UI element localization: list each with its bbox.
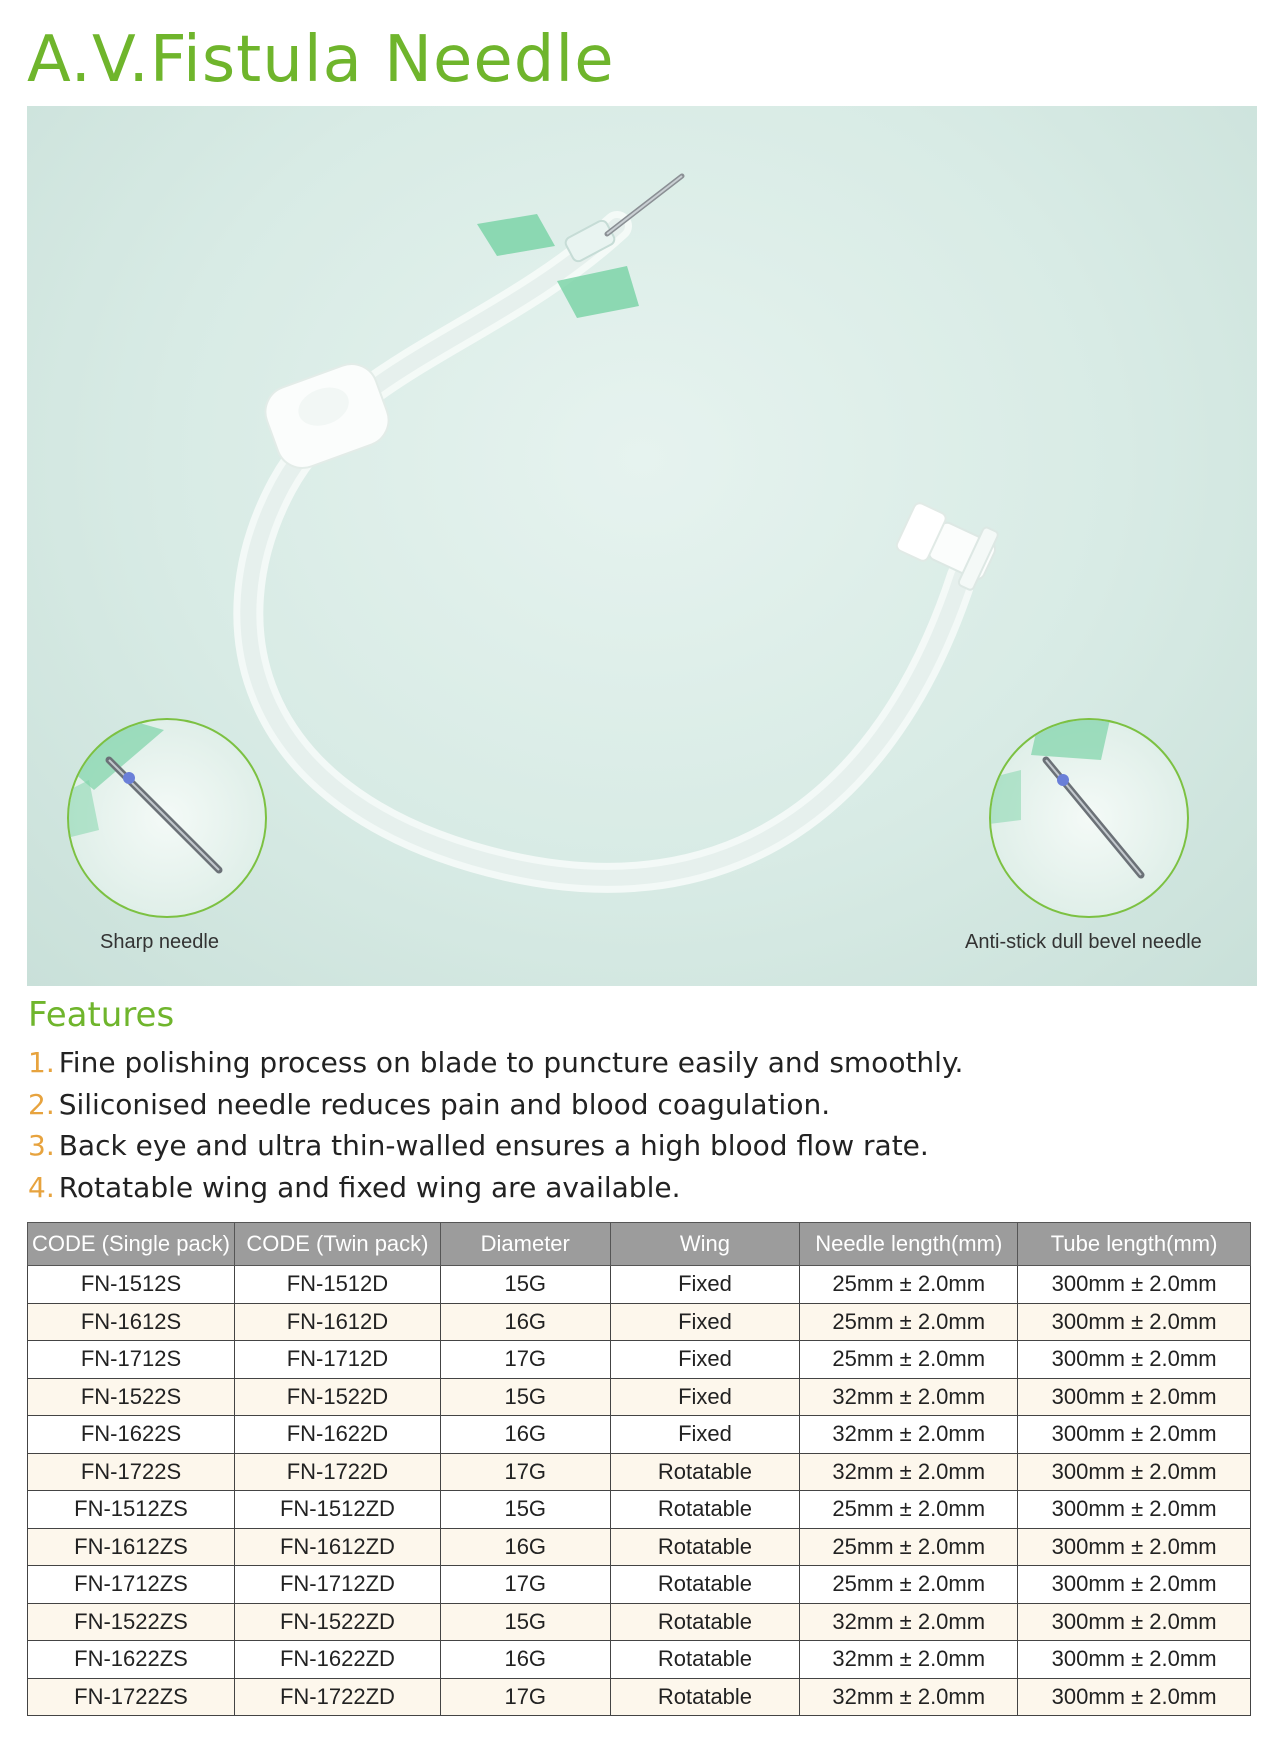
table-row — [28, 1566, 1251, 1604]
table-cell: 32mm ± 2.0mm — [800, 1416, 1018, 1454]
feature-item: 3. Back eye and ultra thin-walled ensures a high blood flow rate. — [28, 1129, 929, 1162]
caption-sharp-needle: Sharp needle — [100, 931, 219, 953]
caption-dull-bevel-needle: Anti-stick dull bevel needle — [965, 931, 1202, 953]
table-cell: FN-1512D — [234, 1266, 440, 1304]
table-row — [28, 1266, 1251, 1304]
table-row — [28, 1491, 1251, 1529]
table-cell: FN-1512S — [28, 1266, 235, 1304]
table-cell: Rotatable — [610, 1678, 800, 1716]
column-header: Tube length(mm) — [1018, 1223, 1251, 1266]
table-row — [28, 1341, 1251, 1379]
table-row — [28, 1603, 1251, 1641]
table-row — [28, 1641, 1251, 1679]
table-cell: FN-1512ZS — [28, 1491, 235, 1529]
table-cell: 25mm ± 2.0mm — [800, 1341, 1018, 1379]
table-cell: 300mm ± 2.0mm — [1018, 1453, 1251, 1491]
table-cell: Rotatable — [610, 1641, 800, 1679]
table-cell: FN-1712ZD — [234, 1566, 440, 1604]
table-cell: 15G — [440, 1491, 610, 1529]
table-cell: FN-1722S — [28, 1453, 235, 1491]
table-cell: FN-1712ZS — [28, 1566, 235, 1604]
feature-item: 1. Fine polishing process on blade to puncture easily and smoothly. — [28, 1046, 964, 1079]
table-cell: 16G — [440, 1528, 610, 1566]
table-cell: 32mm ± 2.0mm — [800, 1453, 1018, 1491]
table-cell: FN-1622S — [28, 1416, 235, 1454]
table-cell: FN-1622D — [234, 1416, 440, 1454]
table-cell: Fixed — [610, 1416, 800, 1454]
table-cell: FN-1612D — [234, 1303, 440, 1341]
table-cell: 25mm ± 2.0mm — [800, 1491, 1018, 1529]
product-photo — [27, 106, 1257, 986]
column-header: Wing — [610, 1223, 800, 1266]
table-cell: 25mm ± 2.0mm — [800, 1266, 1018, 1304]
table-cell: 15G — [440, 1266, 610, 1304]
table-row — [28, 1453, 1251, 1491]
table-cell: FN-1512ZD — [234, 1491, 440, 1529]
table-cell: 300mm ± 2.0mm — [1018, 1416, 1251, 1454]
table-cell: 300mm ± 2.0mm — [1018, 1528, 1251, 1566]
column-header: Needle length(mm) — [800, 1223, 1018, 1266]
table-row — [28, 1416, 1251, 1454]
table-cell: 25mm ± 2.0mm — [800, 1528, 1018, 1566]
feature-item: 4. Rotatable wing and fixed wing are available. — [28, 1170, 681, 1204]
table-cell: Rotatable — [610, 1491, 800, 1529]
table-row — [28, 1678, 1251, 1716]
table-cell: Rotatable — [610, 1566, 800, 1604]
table-cell: FN-1712D — [234, 1341, 440, 1379]
table-cell: 300mm ± 2.0mm — [1018, 1678, 1251, 1716]
table-row — [28, 1378, 1251, 1416]
table-cell: Fixed — [610, 1303, 800, 1341]
table-header-row — [28, 1223, 1251, 1266]
table-cell: FN-1612ZD — [234, 1528, 440, 1566]
table-cell: 16G — [440, 1416, 610, 1454]
table-cell: Fixed — [610, 1378, 800, 1416]
table-cell: FN-1522D — [234, 1378, 440, 1416]
table-cell: 15G — [440, 1378, 610, 1416]
column-header: CODE (Single pack) — [28, 1223, 235, 1266]
table-cell: 32mm ± 2.0mm — [800, 1378, 1018, 1416]
table-cell: FN-1612ZS — [28, 1528, 235, 1566]
table-cell: Rotatable — [610, 1603, 800, 1641]
table-cell: 300mm ± 2.0mm — [1018, 1266, 1251, 1304]
table-cell: Fixed — [610, 1266, 800, 1304]
table-cell: 16G — [440, 1641, 610, 1679]
column-header: Diameter — [440, 1223, 610, 1266]
table-cell: FN-1722ZS — [28, 1678, 235, 1716]
table-cell: 25mm ± 2.0mm — [800, 1566, 1018, 1604]
table-cell: 16G — [440, 1303, 610, 1341]
table-cell: 17G — [440, 1678, 610, 1716]
table-cell: 300mm ± 2.0mm — [1018, 1603, 1251, 1641]
table-cell: 17G — [440, 1566, 610, 1604]
table-cell: 300mm ± 2.0mm — [1018, 1303, 1251, 1341]
table-cell: 300mm ± 2.0mm — [1018, 1491, 1251, 1529]
table-cell: FN-1712S — [28, 1341, 235, 1379]
table-cell: 300mm ± 2.0mm — [1018, 1341, 1251, 1379]
table-cell: FN-1622ZD — [234, 1641, 440, 1679]
table-cell: 32mm ± 2.0mm — [800, 1641, 1018, 1679]
spec-table — [27, 1222, 1251, 1716]
table-cell: 25mm ± 2.0mm — [800, 1303, 1018, 1341]
table-cell: FN-1612S — [28, 1303, 235, 1341]
wing-left — [477, 214, 555, 256]
table-cell: 300mm ± 2.0mm — [1018, 1641, 1251, 1679]
dull-bevel-needle-zoom — [989, 718, 1189, 918]
table-cell: 15G — [440, 1603, 610, 1641]
table-cell: 17G — [440, 1341, 610, 1379]
table-cell: 17G — [440, 1453, 610, 1491]
page-title: A.V.Fistula Needle — [27, 23, 615, 97]
table-cell: FN-1722D — [234, 1453, 440, 1491]
table-cell: 300mm ± 2.0mm — [1018, 1378, 1251, 1416]
table-cell: 300mm ± 2.0mm — [1018, 1566, 1251, 1604]
table-cell: 32mm ± 2.0mm — [800, 1678, 1018, 1716]
sharp-needle-zoom — [67, 718, 267, 918]
table-cell: Fixed — [610, 1341, 800, 1379]
feature-item: 2. Siliconised needle reduces pain and blood coagulation. — [28, 1087, 831, 1121]
column-header: CODE (Twin pack) — [234, 1223, 440, 1266]
table-cell: FN-1722ZD — [234, 1678, 440, 1716]
table-cell: FN-1522ZD — [234, 1603, 440, 1641]
features-list — [28, 1042, 963, 1208]
table-cell: 32mm ± 2.0mm — [800, 1603, 1018, 1641]
table-row — [28, 1528, 1251, 1566]
features-heading: Features — [28, 995, 175, 1035]
table-cell: Rotatable — [610, 1453, 800, 1491]
table-cell: FN-1522S — [28, 1378, 235, 1416]
table-cell: FN-1522ZS — [28, 1603, 235, 1641]
table-cell: Rotatable — [610, 1528, 800, 1566]
table-cell: FN-1622ZS — [28, 1641, 235, 1679]
table-row — [28, 1303, 1251, 1341]
